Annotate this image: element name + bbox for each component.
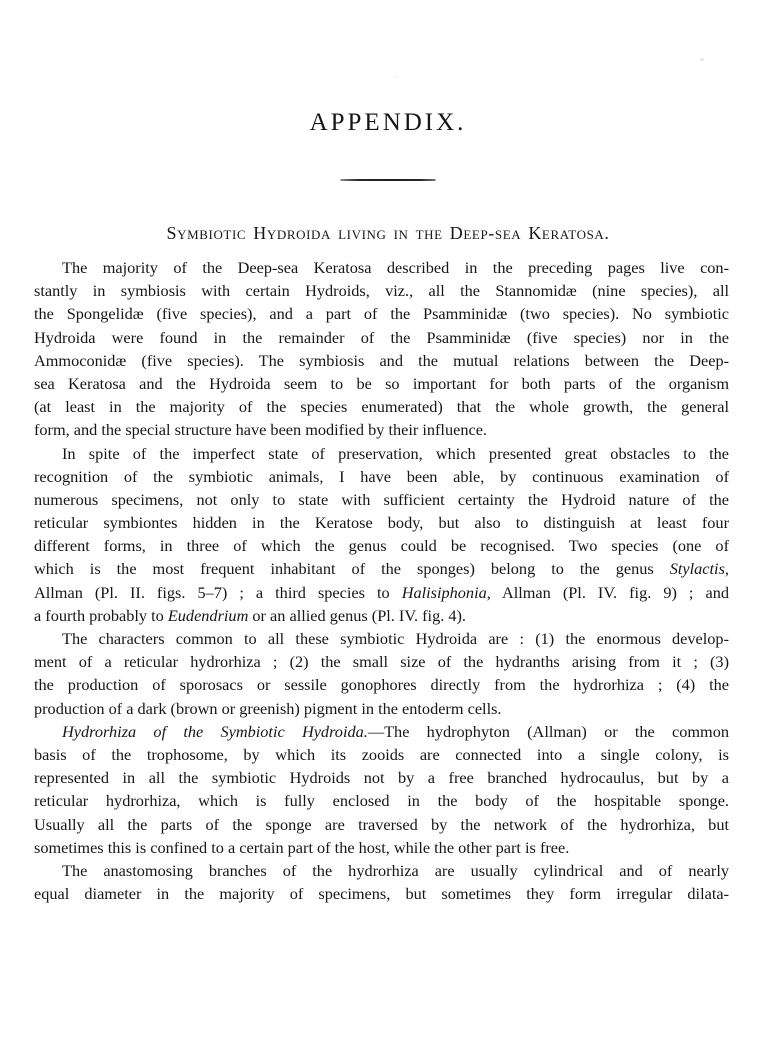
text-line	[34, 349, 729, 372]
text-segment: ,	[724, 559, 729, 579]
text-line	[34, 697, 729, 720]
text-segment: (at least in the majority of the species enumerated) that the whole growth, the general	[34, 397, 729, 417]
text-segment: recognition of the symbiotic animals, I have been able, by continuous examination of	[34, 466, 729, 486]
text-segment: The anastomosing branches of the hydrorhiza are usually cylindrical and of nearly	[62, 860, 729, 880]
text-segment: The characters common to all these symbiotic Hydroida are : (1) the enormous develop-	[62, 629, 729, 648]
text-segment: basis of the trophosome, by which its zooids are connected into a single colony, is	[34, 744, 729, 764]
text-segment: In spite of the imperfect state of preservation, which presented great obstacles to the	[62, 443, 729, 463]
text-segment: a fourth probably to	[34, 605, 168, 625]
text-line	[34, 557, 729, 580]
title-divider-rule	[341, 179, 436, 181]
text-line	[34, 302, 729, 325]
text-segment: stantly in symbiosis with certain Hydroids, viz., all the Stannomidæ (nine species), all	[34, 281, 729, 301]
text-line	[34, 766, 729, 789]
text-line	[34, 673, 729, 696]
text-segment: the production of sporosacs or sessile gonophores directly from the hydrorhiza ; (4) the	[34, 675, 729, 695]
text-segment: production of a dark (brown or greenish) pigment in the entoderm cells.	[34, 698, 502, 718]
text-line	[34, 442, 729, 465]
text-line	[34, 627, 729, 650]
text-segment: Ammoconidæ (five species). The symbiosis and the mutual relations between the Deep-	[34, 350, 729, 370]
text-line	[34, 789, 729, 812]
text-line	[34, 534, 729, 557]
text-line	[34, 256, 729, 279]
section-heading: Symbiotic Hydroida living in the Deep-sea Keratosa.	[166, 223, 610, 243]
text-segment: or an allied genus (Pl. IV. fig. 4).	[248, 605, 466, 625]
text-line	[34, 326, 729, 349]
italic-text-segment: Hydrorhiza of the Symbiotic Hydroida.	[62, 721, 368, 741]
text-line	[34, 720, 729, 743]
text-line	[34, 395, 729, 418]
italic-text-segment: Eudendrium	[167, 605, 249, 625]
scan-speck	[394, 76, 397, 78]
text-line	[34, 882, 729, 905]
text-segment: Hydroida were found in the remainder of the Psamminidæ (five species) nor in the	[34, 327, 729, 347]
text-line	[34, 813, 729, 836]
text-segment: which is the most frequent inhabitant of the sponges) belong to the genus	[34, 559, 670, 579]
text-line	[34, 465, 729, 488]
text-segment: equal diameter in the majority of specimens, but sometimes they form irregular dilata-	[34, 884, 729, 904]
text-segment: Usually all the parts of the sponge are traversed by the network of the hydrorhiza, but	[34, 814, 729, 834]
text-segment: the Spongelidæ (five species), and a part of the Psamminidæ (two species). No symbiotic	[34, 304, 729, 324]
text-segment: —The hydrophyton (Allman) or the common	[367, 721, 729, 741]
text-segment: ment of a reticular hydrorhiza ; (2) the small size of the hydranths arising from it ; (3)	[34, 652, 729, 672]
text-line	[34, 650, 729, 673]
text-line	[34, 372, 729, 395]
italic-text-segment: Stylactis	[669, 559, 725, 579]
text-line	[34, 581, 729, 604]
text-segment: , Allman (Pl. IV. fig. 9) ; and	[486, 582, 729, 602]
text-line	[34, 511, 729, 534]
text-line	[34, 859, 729, 882]
text-segment: sea Keratosa and the Hydroida seem to be so important for both parts of the organism	[34, 373, 729, 393]
italic-text-segment: Halisiphonia	[401, 582, 487, 602]
text-segment: sometimes this is confined to a certain part of the host, while the other part is free.	[34, 837, 570, 857]
text-line	[34, 418, 729, 441]
text-segment: numerous specimens, not only to state with sufficient certainty the Hydroid nature of the	[34, 489, 729, 509]
text-line	[34, 836, 729, 859]
text-segment: reticular symbiontes hidden in the Keratose body, but also to distinguish at least four	[34, 513, 729, 533]
text-segment: different forms, in three of which the genus could be recognised. Two species (one of	[34, 536, 729, 556]
scan-speck	[700, 58, 704, 61]
text-line	[34, 743, 729, 766]
text-segment: Allman (Pl. II. figs. 5–7) ; a third species to	[34, 582, 402, 602]
text-line	[34, 604, 729, 627]
text-segment: form, and the special structure have been modified by their influence.	[34, 420, 487, 440]
page-body	[34, 256, 729, 905]
text-segment: represented in all the symbiotic Hydroids not by a free branched hydrocaulus, but by a	[34, 768, 729, 788]
page-title: APPENDIX.	[309, 109, 467, 136]
text-segment: The majority of the Deep-sea Keratosa described in the preceding pages live con-	[62, 258, 729, 277]
text-line	[34, 488, 729, 511]
text-line	[34, 279, 729, 302]
text-segment: reticular hydrorhiza, which is fully enclosed in the body of the hospitable sponge.	[34, 791, 729, 811]
